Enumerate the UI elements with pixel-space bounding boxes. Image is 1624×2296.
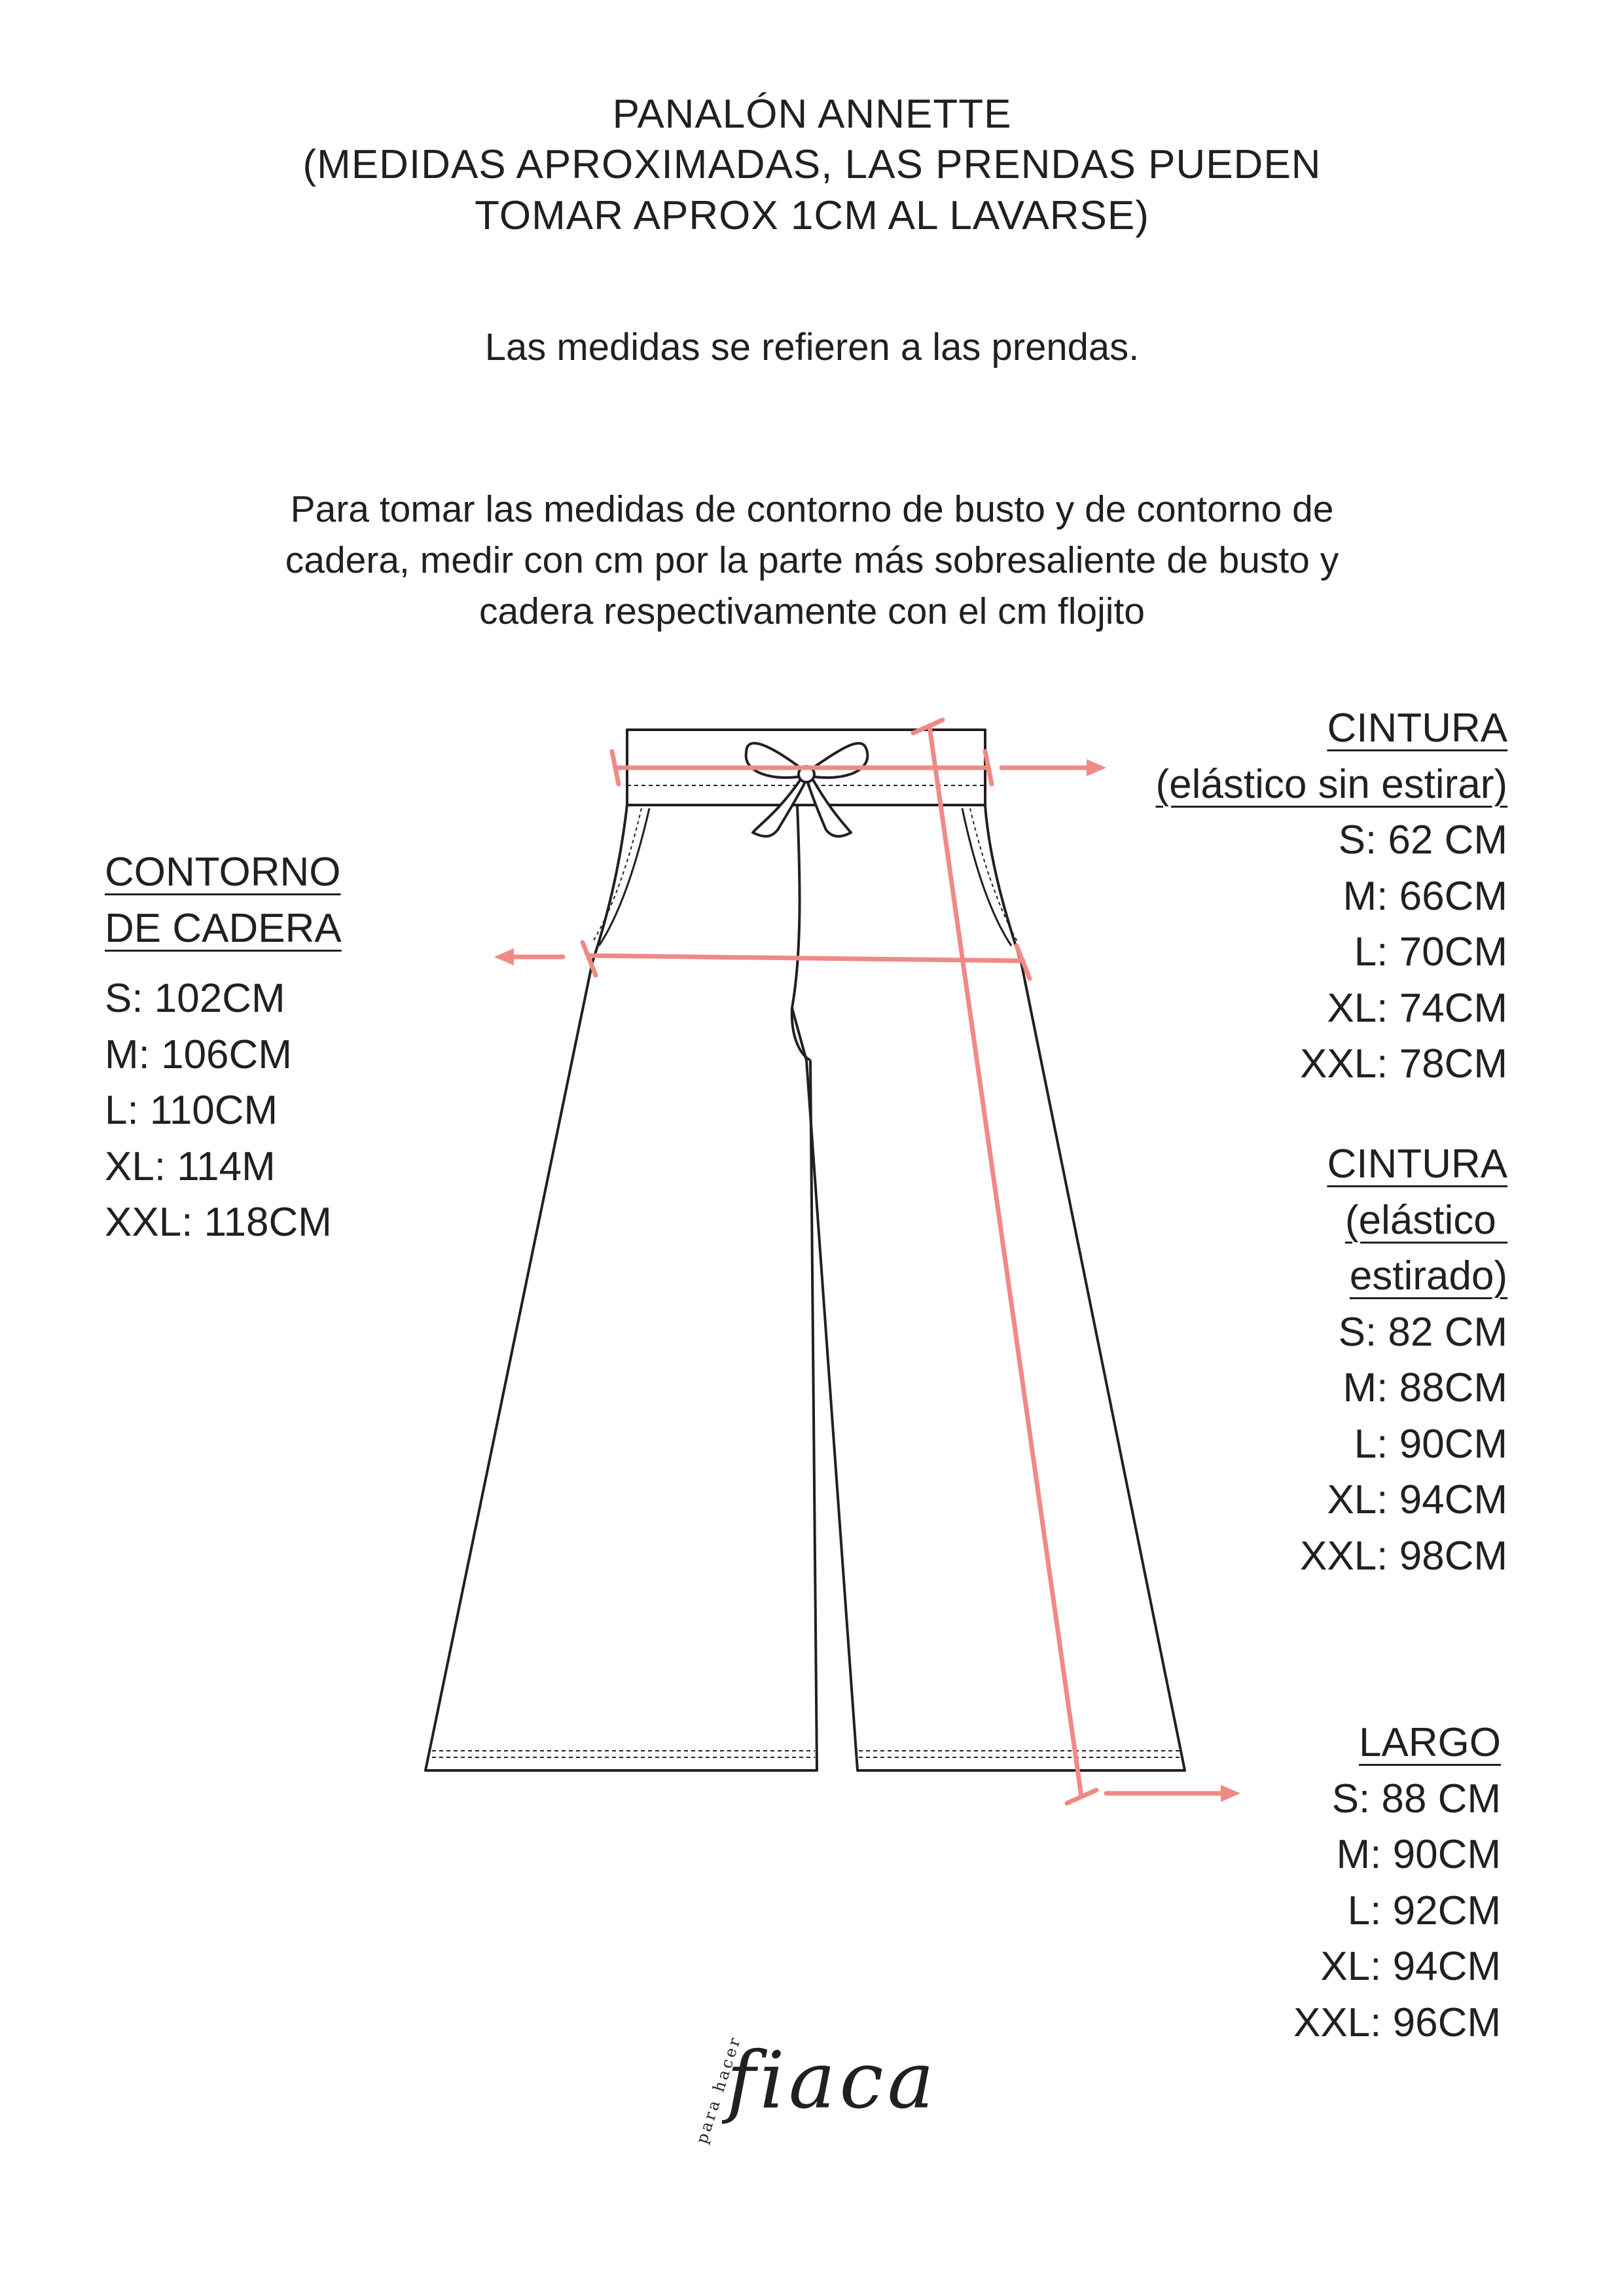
hip-size-xxl: XXL: 118CM bbox=[105, 1200, 332, 1245]
waist-stretched-subheading1: (elástico bbox=[1344, 1197, 1507, 1243]
length-measure-line bbox=[929, 726, 1081, 1797]
hip-size-s: S: 102CM bbox=[105, 976, 285, 1021]
waist-relaxed-size-l: L: 70CM bbox=[1354, 929, 1507, 975]
hip-heading-line2: DE CADERA bbox=[105, 905, 342, 951]
length-size-s: S: 88 CM bbox=[1331, 1776, 1501, 1821]
approx-note-line2: TOMAR APROX 1CM AL LAVARSE) bbox=[475, 193, 1149, 238]
length-size-xxl: XXL: 96CM bbox=[1293, 2000, 1501, 2045]
waist-stretched-size-m: M: 88CM bbox=[1343, 1365, 1507, 1410]
length-size-l: L: 92CM bbox=[1347, 1888, 1501, 1933]
waist-stretched-size-xl: XL: 94CM bbox=[1327, 1477, 1507, 1522]
waist-stretched-size-s: S: 82 CM bbox=[1338, 1309, 1507, 1355]
waist-relaxed-size-s: S: 62 CM bbox=[1338, 817, 1507, 863]
length-size-m: M: 90CM bbox=[1336, 1832, 1501, 1877]
waist-relaxed-heading: CINTURA bbox=[1327, 706, 1507, 751]
waist-stretched-heading: CINTURA bbox=[1327, 1141, 1507, 1187]
brand-logo bbox=[681, 2029, 956, 2160]
waist-relaxed-subheading: (elástico sin estirar) bbox=[1155, 761, 1507, 807]
instructions-line2: cadera, medir con cm por la parte más sobresaliente de busto y bbox=[285, 539, 1339, 581]
instructions-line1: Para tomar las medidas de contorno de busto y de contorno de bbox=[290, 488, 1334, 530]
waist-relaxed-size-xxl: XXL: 78CM bbox=[1299, 1041, 1507, 1086]
waist-tick-left bbox=[612, 751, 619, 784]
hip-size-xl: XL: 114M bbox=[105, 1143, 276, 1189]
waist-relaxed-size-xl: XL: 74CM bbox=[1327, 985, 1507, 1031]
hip-heading-line1: CONTORNO bbox=[105, 850, 341, 895]
waist-stretched-size-xxl: XXL: 98CM bbox=[1299, 1533, 1507, 1579]
page-title: PANALÓN ANNETTE bbox=[612, 92, 1012, 137]
hip-size-l: L: 110CM bbox=[105, 1088, 278, 1133]
logo-script-text: fiaca bbox=[727, 2036, 939, 2126]
length-size-xl: XL: 94CM bbox=[1320, 1944, 1501, 1989]
hip-measure-line bbox=[589, 956, 1023, 961]
logo-small-text: para hacer bbox=[693, 2033, 745, 2146]
hip-size-m: M: 106CM bbox=[105, 1031, 292, 1077]
pants-outline bbox=[425, 730, 1185, 1770]
measurements-note: Las medidas se refieren a las prendas. bbox=[484, 326, 1140, 368]
waist-stretched-subheading2: estirado) bbox=[1349, 1253, 1507, 1299]
waist-relaxed-size-m: M: 66CM bbox=[1343, 873, 1507, 919]
instructions-line3: cadera respectivamente con el cm flojito bbox=[479, 590, 1145, 632]
approx-note-line1: (MEDIDAS APROXIMADAS, LAS PRENDAS PUEDEN bbox=[302, 142, 1322, 187]
waist-stretched-size-l: L: 90CM bbox=[1354, 1421, 1507, 1467]
measurement-lines bbox=[494, 720, 1240, 1803]
length-heading: LARGO bbox=[1358, 1720, 1501, 1765]
